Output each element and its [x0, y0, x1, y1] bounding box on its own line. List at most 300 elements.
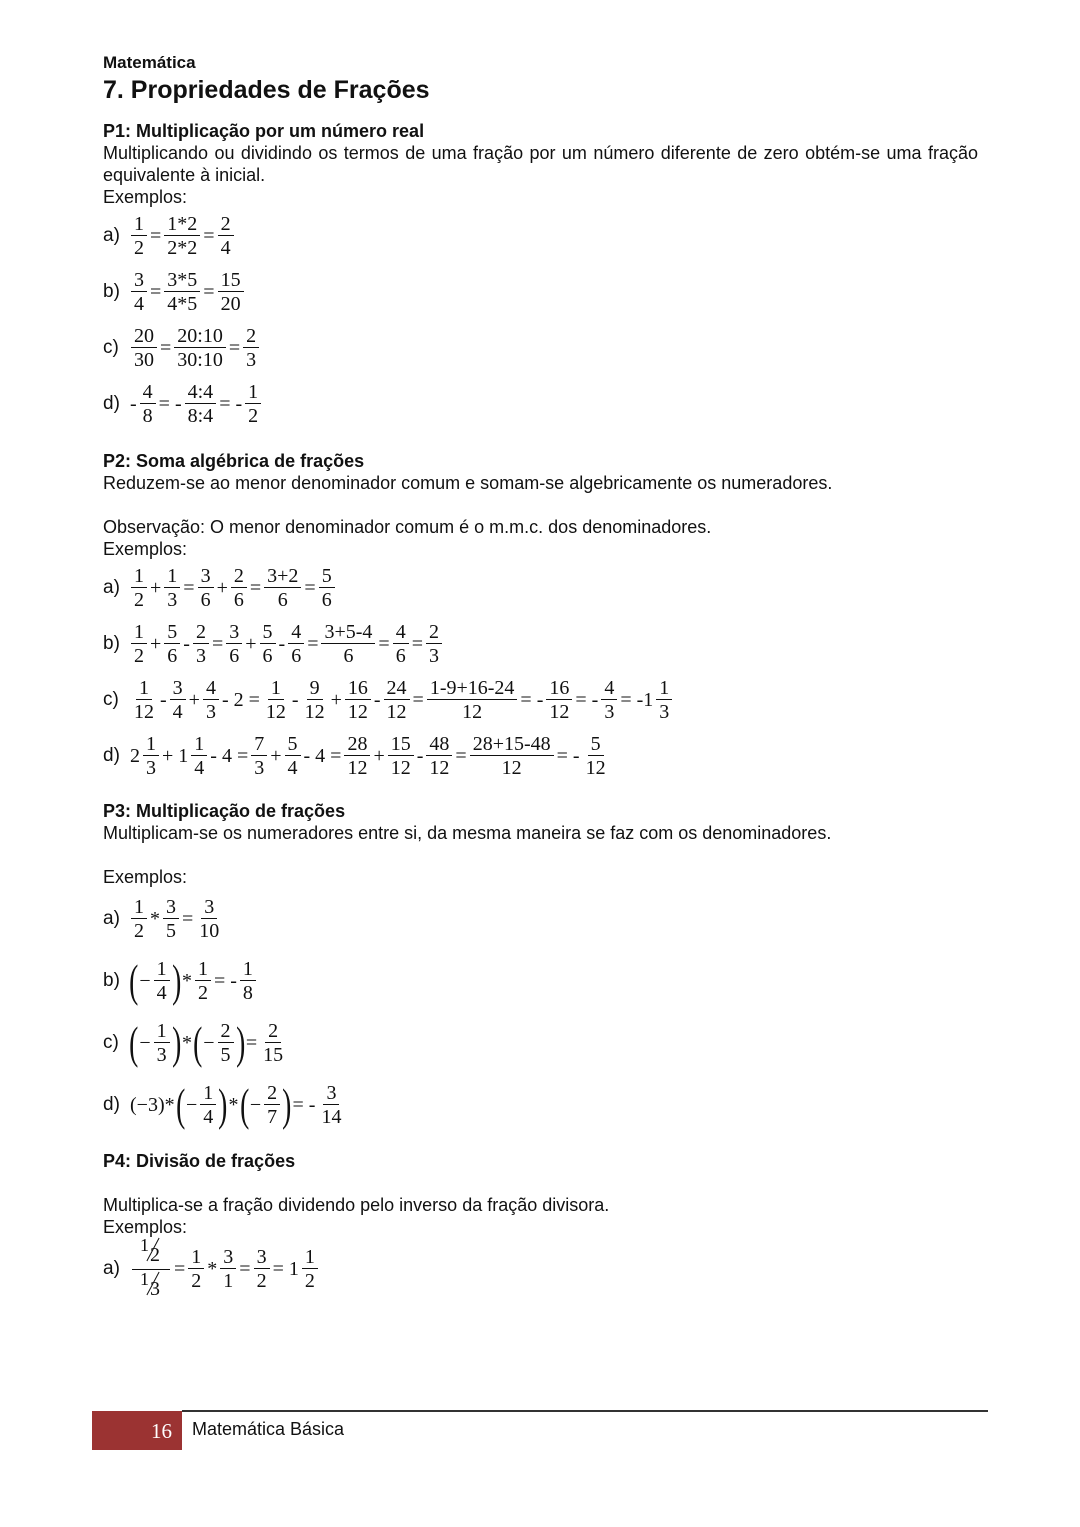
denominator: 3 — [428, 644, 439, 667]
denominator: 7 — [267, 1105, 278, 1128]
fraction — [170, 677, 186, 724]
numerator: 3+5-4 — [321, 621, 375, 644]
operator: = - — [158, 392, 182, 415]
example-row — [103, 728, 978, 784]
numerator: 1-9+16-24 — [427, 677, 518, 700]
numerator: 15 — [388, 733, 414, 756]
fraction — [251, 733, 267, 780]
denominator: 10 — [199, 919, 220, 942]
fraction — [131, 677, 157, 724]
section-description: Reduzem-se ao menor denominador comum e somam-se algebricamente os numeradores. — [103, 473, 833, 493]
numerator: 3 — [323, 1082, 339, 1105]
denominator: 4 — [287, 756, 298, 779]
operator: * — [207, 1257, 218, 1280]
examples-label: Exemplos: — [103, 1217, 188, 1237]
example-label: d) — [103, 1094, 120, 1115]
denominator: 2*2 — [167, 236, 198, 259]
right-paren: ) — [218, 1079, 228, 1130]
fraction — [163, 896, 179, 943]
fraction — [302, 1246, 318, 1293]
operator: 2 — [130, 744, 140, 767]
example-label: a) — [103, 577, 120, 598]
operator: = - — [213, 969, 237, 992]
fraction — [427, 677, 518, 724]
fraction — [140, 381, 156, 428]
section-p1 — [103, 120, 978, 432]
fraction — [263, 677, 289, 724]
numerator: 1 — [191, 733, 207, 756]
denominator: 12 — [265, 700, 286, 723]
numerator: 1 — [164, 565, 180, 588]
fraction — [131, 213, 147, 260]
fraction — [254, 1246, 270, 1293]
fraction — [131, 269, 147, 316]
operator: - — [291, 688, 299, 711]
numerator: 1 — [268, 677, 284, 700]
numerator: 2 — [243, 325, 259, 348]
fraction — [426, 621, 442, 668]
numerator: 15 — [218, 269, 244, 292]
denominator: 6 — [233, 588, 244, 611]
denominator: 3 — [254, 756, 265, 779]
operator: + — [188, 688, 200, 711]
operator: = — [411, 632, 423, 655]
denominator: 6 — [291, 644, 302, 667]
denominator: 2 — [150, 1243, 160, 1266]
operator: - — [183, 632, 190, 655]
compound-fraction — [132, 1236, 170, 1303]
numerator: 3 — [220, 1246, 236, 1269]
example-label: c) — [103, 337, 119, 358]
example-label: b) — [103, 633, 120, 654]
section-title: P3: Multiplicação de frações — [103, 801, 346, 821]
operator: = — [307, 632, 319, 655]
left-paren: ( — [239, 1079, 249, 1130]
numerator: 9 — [307, 677, 323, 700]
fraction — [218, 1020, 234, 1067]
chapter-title: 7. Propriedades de Frações — [103, 76, 430, 104]
denominator: 2 — [197, 981, 208, 1004]
section-p4 — [103, 1150, 978, 1300]
numerator: 24 — [384, 677, 410, 700]
denominator: 12 — [429, 756, 450, 779]
subject-label: Matemática — [103, 53, 196, 72]
example-label: a) — [103, 1258, 120, 1279]
examples-list — [103, 208, 978, 432]
right-paren: ) — [171, 955, 181, 1006]
numerator: 3 — [254, 1246, 270, 1269]
footer-book-title: Matemática Básica — [192, 1419, 345, 1439]
math-expression — [129, 621, 444, 668]
fraction — [393, 621, 409, 668]
numerator: 3*5 — [164, 269, 200, 292]
denominator: 3 — [156, 1043, 167, 1066]
denominator: 2 — [134, 236, 144, 259]
operator: + — [245, 632, 257, 655]
math-expression — [129, 1017, 288, 1068]
operator: - — [160, 688, 167, 711]
numerator: 4 — [601, 677, 617, 700]
examples-list — [103, 888, 978, 1136]
operator: * — [181, 1031, 192, 1054]
examples-list — [103, 1234, 978, 1300]
footer-divider — [182, 1410, 988, 1412]
operator: - — [416, 744, 424, 767]
section-p3 — [103, 800, 978, 1136]
operator: = — [150, 224, 162, 247]
denominator: 3 — [167, 588, 178, 611]
numerator: 5 — [588, 733, 604, 756]
denominator: 1 — [223, 1269, 234, 1292]
fraction — [240, 958, 256, 1005]
operator: − — [139, 969, 151, 992]
operator: = — [183, 576, 195, 599]
fraction — [193, 621, 209, 668]
numerator: 1 — [136, 677, 152, 700]
denominator: 2 — [256, 1269, 267, 1292]
example-row — [103, 560, 978, 616]
fraction — [195, 958, 211, 1005]
numerator: 1 — [140, 1234, 149, 1255]
numerator: 1 — [131, 621, 147, 644]
operator: = — [249, 576, 262, 599]
numerator: 1*2 — [164, 213, 200, 236]
denominator: 3 — [604, 700, 615, 723]
numerator: 20 — [131, 325, 157, 348]
numerator: 5 — [285, 733, 301, 756]
inline-fraction — [136, 1268, 166, 1300]
fraction — [218, 213, 234, 260]
math-expression — [129, 896, 224, 943]
numerator: 5 — [164, 621, 180, 644]
denominator: 30 — [134, 348, 154, 371]
math-expression — [129, 325, 261, 372]
operator: * — [150, 907, 160, 930]
numerator: 2 — [426, 621, 442, 644]
example-row — [103, 1074, 978, 1136]
operator: − — [203, 1031, 215, 1054]
denominator: 4 — [172, 700, 183, 723]
operator: = — [304, 576, 316, 599]
fraction — [318, 1082, 344, 1129]
numerator: 1 — [131, 213, 147, 236]
operator: = — [412, 688, 424, 711]
denominator: 15 — [263, 1043, 284, 1066]
document-page — [103, 52, 978, 1300]
fraction — [218, 269, 244, 316]
denominator: 12 — [390, 756, 411, 779]
denominator: 4 — [134, 292, 144, 315]
example-label: a) — [103, 225, 120, 246]
fraction — [321, 621, 375, 668]
left-paren: ( — [129, 955, 139, 1006]
fraction — [203, 677, 219, 724]
fraction — [601, 677, 617, 724]
examples-label: Exemplos: — [103, 867, 188, 887]
denominator: 6 — [321, 588, 332, 611]
numerator: 5 — [260, 621, 276, 644]
denominator: 3 — [195, 644, 206, 667]
denominator: 2 — [248, 404, 259, 427]
denominator: 12 — [347, 756, 368, 779]
denominator: 12 — [501, 756, 522, 779]
example-label: b) — [103, 281, 120, 302]
fraction — [285, 733, 301, 780]
denominator: 6 — [262, 644, 273, 667]
denominator: 12 — [585, 756, 606, 779]
left-paren: ( — [193, 1017, 203, 1068]
fraction — [191, 733, 207, 780]
numerator: 28+15-48 — [470, 733, 554, 756]
numerator: 1 — [240, 958, 256, 981]
section-p2 — [103, 450, 978, 784]
fraction — [231, 565, 247, 612]
math-expression — [129, 213, 236, 260]
denominator: 2 — [134, 919, 144, 942]
fraction — [583, 733, 609, 780]
operator: + 1 — [162, 744, 189, 767]
numerator: 1 — [140, 1268, 149, 1289]
numerator: 4 — [393, 621, 409, 644]
operator: = — [150, 280, 162, 303]
fraction — [245, 381, 261, 428]
fraction — [188, 1246, 204, 1293]
math-expression — [129, 565, 337, 612]
examples-label: Exemplos: — [103, 539, 188, 559]
numerator: 2 — [231, 565, 247, 588]
denominator: 2 — [134, 588, 144, 611]
denominator: 8 — [242, 981, 253, 1004]
operator: = — [160, 336, 172, 359]
numerator: 4 — [140, 381, 156, 404]
section-description: Multiplicando ou dividindo os termos de uma fração por um número diferente de zero obtém-se uma fração equivalente à inicial. — [103, 143, 978, 185]
denominator: 14 — [321, 1105, 342, 1128]
numerator: 2 — [218, 213, 234, 236]
operator: − — [185, 1093, 198, 1116]
slash-fraction — [132, 1236, 170, 1270]
fraction — [345, 677, 371, 724]
denominator: 12 — [304, 700, 325, 723]
operator: + — [270, 744, 282, 767]
page-number: 16 — [151, 1419, 172, 1443]
denominator: 30:10 — [177, 348, 223, 371]
math-expression — [129, 955, 258, 1006]
denominator: 3 — [659, 700, 670, 723]
examples-list — [103, 560, 978, 784]
numerator: 1 — [245, 381, 261, 404]
operator: = - — [292, 1093, 316, 1116]
math-expression — [129, 381, 263, 428]
fraction — [288, 621, 304, 668]
numerator: 28 — [344, 733, 370, 756]
operator: = - — [219, 392, 243, 415]
operator: + — [373, 744, 385, 767]
operator: (−3)* — [130, 1093, 175, 1116]
operator: = — [182, 907, 194, 930]
section-description: Multiplica-se a fração dividendo pelo inverso da fração divisora. — [103, 1195, 610, 1215]
section-title: P1: Multiplicação por um número real — [103, 121, 425, 141]
denominator: 2 — [191, 1269, 202, 1292]
numerator: 2 — [193, 621, 209, 644]
operator: − — [249, 1093, 262, 1116]
example-row — [103, 320, 978, 376]
example-label: c) — [103, 689, 119, 710]
example-row — [103, 616, 978, 672]
fraction — [260, 1020, 286, 1067]
numerator: 16 — [345, 677, 371, 700]
operator: − — [139, 1031, 151, 1054]
right-paren: ) — [235, 1017, 245, 1068]
example-row — [103, 1012, 978, 1074]
operator: = 1 — [272, 1257, 299, 1280]
operator: + — [150, 632, 162, 655]
numerator: 5 — [319, 565, 335, 588]
example-row — [103, 264, 978, 320]
page-number-badge — [92, 1411, 182, 1450]
denominator: 8:4 — [187, 404, 214, 427]
fraction — [200, 1082, 216, 1129]
fraction — [264, 565, 301, 612]
operator: - — [130, 392, 137, 415]
denominator: 6 — [277, 588, 288, 611]
fraction — [131, 325, 157, 372]
numerator: 3 — [226, 621, 242, 644]
operator: - 4 = — [303, 744, 342, 767]
numerator: 3 — [201, 896, 217, 919]
fraction — [164, 213, 200, 260]
numerator: 1 — [143, 733, 159, 756]
denominator: 4*5 — [167, 292, 198, 315]
numerator: 4 — [288, 621, 304, 644]
operator: + — [150, 576, 162, 599]
numerator: 4 — [203, 677, 219, 700]
denominator: 4 — [194, 756, 205, 779]
denominator: 5 — [166, 919, 176, 942]
denominator: 8 — [142, 404, 153, 427]
denominator: 4 — [203, 1105, 214, 1128]
fraction — [388, 733, 414, 780]
fraction — [243, 325, 259, 372]
operator: - 2 = — [221, 688, 260, 711]
fraction — [131, 896, 147, 943]
example-row — [103, 888, 978, 950]
denominator: 2 — [134, 644, 144, 667]
operator: - — [278, 632, 286, 655]
fraction — [656, 677, 672, 724]
denominator: 3 — [246, 348, 257, 371]
denominator: 2 — [304, 1269, 315, 1292]
math-expression — [129, 677, 674, 724]
numerator: 1 — [656, 677, 672, 700]
numerator: 3 — [170, 677, 186, 700]
fraction — [470, 733, 554, 780]
numerator: 2 — [264, 1082, 280, 1105]
denominator: 20 — [220, 292, 241, 315]
fraction — [164, 269, 200, 316]
example-row — [103, 1234, 978, 1300]
example-label: b) — [103, 970, 120, 991]
denominator: 6 — [229, 644, 240, 667]
operator: = — [455, 744, 467, 767]
denominator: 4 — [220, 236, 231, 259]
observation-note: Observação: O menor denominador comum é o m.m.c. dos denominadores. — [103, 517, 712, 537]
numerator: 1 — [188, 1246, 204, 1269]
numerator: 1 — [200, 1082, 216, 1105]
left-paren: ( — [175, 1079, 185, 1130]
numerator: 1 — [131, 565, 147, 588]
denominator: 12 — [347, 700, 368, 723]
fraction — [164, 565, 180, 612]
example-row — [103, 208, 978, 264]
numerator: 3+2 — [264, 565, 301, 588]
numerator: 1 — [302, 1246, 318, 1269]
operator: + — [216, 576, 228, 599]
fraction — [302, 677, 328, 724]
operator: * — [228, 1093, 239, 1116]
fraction — [344, 733, 370, 780]
operator: = — [239, 1257, 251, 1280]
math-expression — [129, 1236, 320, 1303]
operator: = — [203, 224, 215, 247]
fraction — [260, 621, 276, 668]
operator: - — [373, 688, 381, 711]
fraction — [143, 733, 159, 780]
numerator: 16 — [546, 677, 572, 700]
numerator: 7 — [251, 733, 267, 756]
numerator: 2 — [265, 1020, 281, 1043]
fraction — [154, 958, 170, 1005]
denominator: 12 — [386, 700, 407, 723]
denominator: 4 — [156, 981, 167, 1004]
numerator: 1 — [131, 896, 147, 919]
fraction — [198, 565, 214, 612]
example-label: a) — [103, 908, 120, 929]
numerator: 3 — [163, 896, 179, 919]
numerator: 1 — [154, 958, 170, 981]
inline-fraction — [136, 1234, 166, 1266]
fraction — [154, 1020, 170, 1067]
denominator: 12 — [462, 700, 483, 723]
math-expression — [129, 1079, 346, 1130]
numerator: 48 — [426, 733, 452, 756]
operator: = — [228, 336, 241, 359]
numerator: 3 — [198, 565, 214, 588]
fraction — [196, 896, 222, 943]
fraction — [164, 621, 180, 668]
example-row — [103, 376, 978, 432]
operator: = — [245, 1031, 258, 1054]
section-title: P4: Divisão de frações — [103, 1151, 296, 1171]
right-paren: ) — [282, 1079, 292, 1130]
math-expression — [129, 733, 611, 780]
fraction — [546, 677, 572, 724]
operator: - 4 = — [210, 744, 249, 767]
numerator: 3 — [131, 269, 147, 292]
section-title: P2: Soma algébrica de frações — [103, 451, 365, 471]
numerator: 4:4 — [185, 381, 217, 404]
example-label: d) — [103, 393, 120, 414]
fraction — [426, 733, 452, 780]
operator: + — [330, 688, 342, 711]
fraction — [384, 677, 410, 724]
operator: = — [378, 632, 390, 655]
fraction — [185, 381, 217, 428]
operator: = - — [556, 744, 580, 767]
left-paren: ( — [129, 1017, 139, 1068]
denominator: 5 — [220, 1043, 231, 1066]
operator: = — [174, 1257, 186, 1280]
operator: = - — [520, 688, 544, 711]
